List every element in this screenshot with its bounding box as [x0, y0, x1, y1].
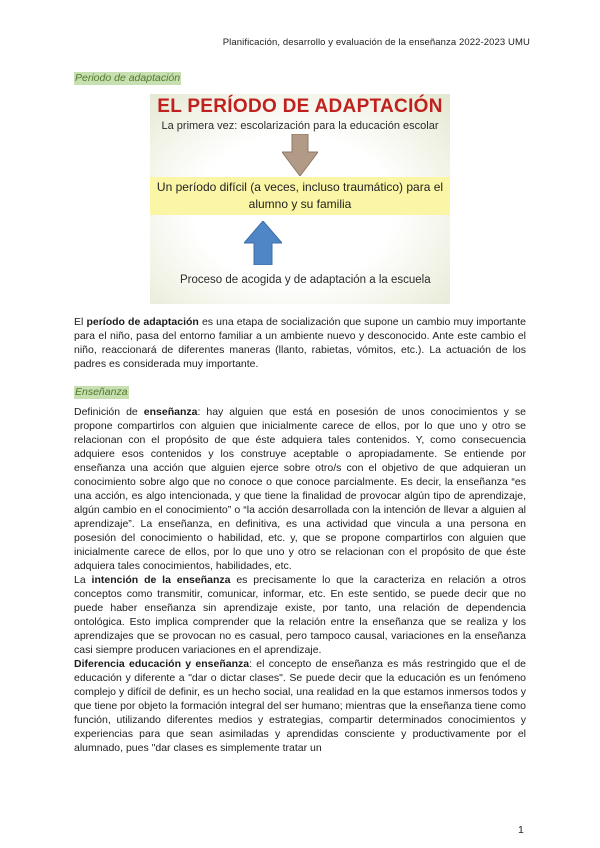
body-bold-intencion: intención de la enseñanza [91, 574, 231, 586]
slide-difficult-period-box [150, 177, 450, 215]
body-text-3: La [74, 574, 92, 586]
slide-process-text: Proceso de acogida y de adaptación a la escuela [180, 274, 431, 286]
intro-paragraph [74, 315, 526, 371]
intro-bold-term: período de adaptación [86, 316, 199, 328]
arrow-down-icon [282, 134, 318, 176]
body-bold-diferencia: Diferencia educación y enseñanza [74, 658, 250, 670]
running-header: Planificación, desarrollo y evaluación de la enseñanza 2022-2023 UMU [222, 37, 530, 48]
ensenanza-paragraphs [74, 405, 526, 755]
slide-box-line-2: alumno y su familia [248, 197, 352, 211]
body-text-5: : el concepto de enseñanza es más restringido que el de educación y diferente a "dar o dictar clases". Se puede decir que la educación es un fenómeno complejo y difícil de definir, es un hecho social, una realidad en la que estamos inmersos todos y que tiene por objeto la formación integral del ser humano; mientras que la enseñanza tiene como función, utilizando diferentes medios y estrategias, compartir determinados conocimientos y experiencias para que sean asimiladas y aprendidas consciente y productivamente por el alumnado, pues "dar clases es simplemente tratar un [74, 658, 527, 754]
section-heading-periodo: Periodo de adaptación [75, 72, 181, 84]
body-text-4: es precisamente lo que la caracteriza en relación a otros conceptos como transmitir, comunicar, informar, etc. En este sentido, se puede decir que no puede haber enseñanza sin aprendizaje existe, por tanto, una relación de dependencia ontológica. Esto implica comprender que la relación entre la enseñanza que se realiza y los aprendizajes que se provocan no es casual, pero tampoco causal, variaciones en la enseñanza casi siempre producen variaciones en el aprendizaje. [74, 574, 526, 656]
body-bold-ensenanza: enseñanza [143, 406, 198, 418]
intro-text-1: El [74, 316, 87, 328]
page-number: 1 [518, 824, 524, 836]
intro-text-2: es una etapa de socialización que supone un cambio muy importante para el niño, pasa del entorno familiar a un ambiente nuevo y desconocido. Ante este cambio el niño, reaccionará de diferentes maneras (llanto, rabietas, vómitos, etc.). La actuación de los padres es considerada muy importante. [74, 316, 527, 370]
slide-first-time-text: La primera vez: escolarización para la educación escolar [161, 120, 439, 132]
slide-box-line-1: Un período difícil (a veces, incluso traumático) para el [156, 180, 444, 194]
body-text-2: : hay alguien que está en posesión de unos conocimientos y se propone compartirlos con alguien que inicialmente carece de ellos, por lo que uno y otro se relacionan con el propósito de que éste adquiera tales contenidos. Y, como consecuencia adquiere esos contenidos y los construye aceptable o apropiadamente. Se entiende por enseñanza una acción que alguien ejerce sobre otro/s con el objetivo de que adquieran un conocimiento sobre algo que no conoce o que conoce parcialmente. Es decir, la enseñanza “es una acción, es algo intencionada, y que tiene la finalidad de provocar algún tipo de aprendizaje, algún cambio en el conocimiento” o “la acción desarrollada con la intención de llevar a alguien al aprendizaje”. La enseñanza, en definitiva, es una actividad que vincula a una persona en posesión del conocimiento o habilidad, etc. y, que se propone compartirlos con alguien que inicialmente carece de ellos, por lo que uno y otro se relacionan con el propósito de que éste adquiera tales conocimientos, habilidades, etc. [74, 406, 527, 572]
slide-image [150, 94, 450, 304]
section-heading-ensenanza: Enseñanza [75, 386, 128, 398]
body-text-1: Definición de [74, 406, 144, 418]
slide-title: EL PERÍODO DE ADAPTACIÓN [157, 96, 443, 117]
arrow-up-icon [244, 221, 282, 265]
